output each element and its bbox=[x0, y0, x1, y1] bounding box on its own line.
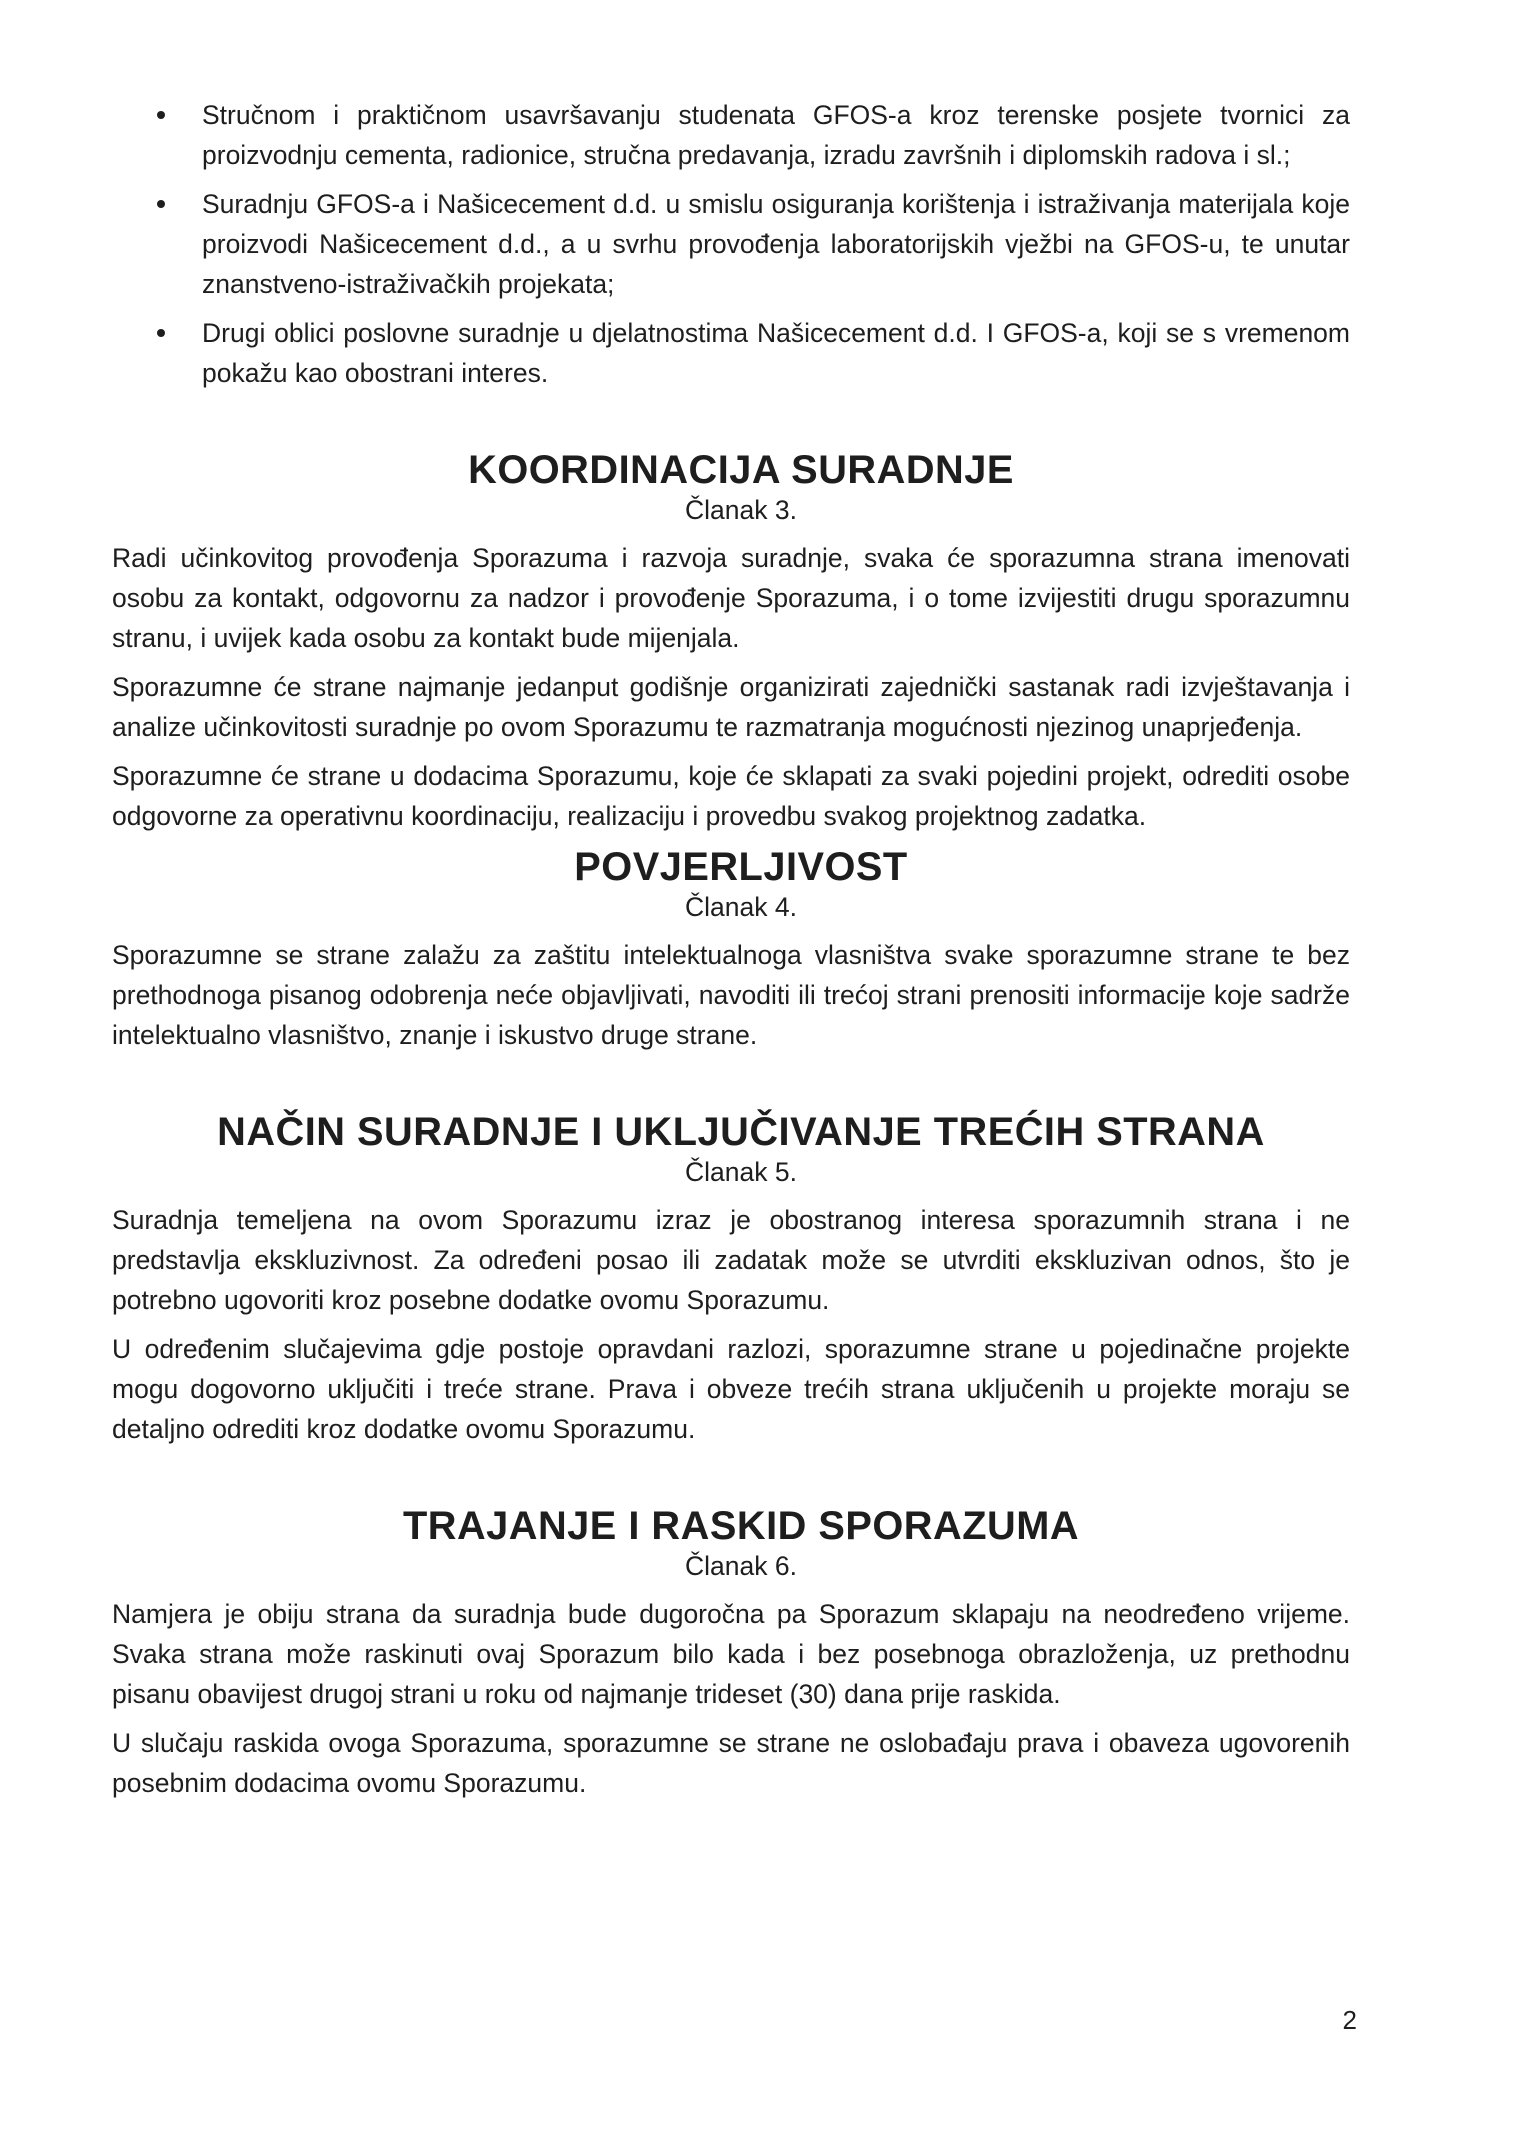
article-number: Članak 3. bbox=[685, 495, 797, 525]
section-confidentiality bbox=[112, 847, 1350, 1055]
list-item-text: Drugi oblici poslovne suradnje u djelatnostima Našicecement d.d. I GFOS-a, koji se s vremenom pokažu kao obostrani interes. bbox=[202, 318, 1350, 388]
list-item-text: Suradnju GFOS-a i Našicecement d.d. u smislu osiguranja korištenja i istraživanja materijala koje proizvodi Našicecement d.d., a u svrhu provođenja laboratorijskih vježbi na GFOS-u, te unutar znanstveno-istraživačkih projekata; bbox=[202, 189, 1350, 299]
list-item bbox=[112, 184, 1350, 304]
section-heading: TRAJANJE I RASKID SPORAZUMA bbox=[402, 1504, 1080, 1548]
article-number: Članak 5. bbox=[685, 1157, 797, 1187]
paragraph: Radi učinkovitog provođenja Sporazuma i razvoja suradnje, svaka će sporazumna strana imenovati osobu za kontakt, odgovornu za nadzor i provođenje Sporazuma, i o tome izvijestiti drugu sporazumnu stranu, i uvijek kada osobu za kontakt bude mijenjala. bbox=[112, 543, 1350, 653]
paragraph: Sporazumne će strane u dodacima Sporazumu, koje će sklapati za svaki pojedini projekt, odrediti osobe odgovorne za operativnu koordinaciju, realizaciju i provedbu svakog projektnog zadatka. bbox=[112, 761, 1350, 831]
section-third-parties bbox=[112, 1112, 1350, 1449]
paragraph: Namjera je obiju strana da suradnja bude dugoročna pa Sporazum sklapaju na neodređeno vrijeme. Svaka strana može raskinuti ovaj Sporazum bilo kada i bez posebnoga obrazloženja, uz prethodnu pisanu obavijest drugoj strani u roku od najmanje trideset (30) dana prije raskida. bbox=[112, 1599, 1350, 1709]
page-number: 2 bbox=[1342, 2005, 1357, 2035]
paragraph: Sporazumne se strane zalažu za zaštitu intelektualnoga vlasništva svake sporazumne strane te bez prethodnoga pisanog odobrenja neće objavljivati, navoditi ili trećoj strani prenositi informacije koje sadrže intelektualno vlasništvo, znanje i iskustvo druge strane. bbox=[112, 940, 1350, 1050]
paragraph: U slučaju raskida ovoga Sporazuma, sporazumne se strane ne oslobađaju prava i obaveza ugovorenih posebnim dodacima ovomu Sporazumu. bbox=[112, 1728, 1350, 1798]
paragraph: Sporazumne će strane najmanje jedanput godišnje organizirati zajednički sastanak radi izvještavanja i analize učinkovitosti suradnje po ovom Sporazumu te razmatranja mogućnosti njezinog unaprjeđenja. bbox=[112, 672, 1350, 742]
list-item bbox=[112, 313, 1350, 393]
list-item bbox=[112, 95, 1350, 175]
paragraph: Suradnja temeljena na ovom Sporazumu izraz je obostranog interesa sporazumnih strana i ne predstavlja ekskluzivnost. Za određeni posao ili zadatak može se utvrditi ekskluzivan odnos, što je potrebno ugovoriti kroz posebne dodatke ovomu Sporazumu. bbox=[112, 1205, 1350, 1315]
section-coordination bbox=[112, 450, 1350, 836]
paragraph: U određenim slučajevima gdje postoje opravdani razlozi, sporazumne strane u pojedinačne projekte mogu dogovorno uključiti i treće strane. Prava i obveze trećih strana uključenih u projekte moraju se detaljno odrediti kroz dodatke ovomu Sporazumu. bbox=[112, 1334, 1350, 1444]
article-number: Članak 4. bbox=[685, 892, 797, 922]
cooperation-list bbox=[112, 95, 1350, 393]
section-heading: NAČIN SURADNJE I UKLJUČIVANJE TREĆIH STRANA bbox=[217, 1110, 1265, 1154]
article-number: Članak 6. bbox=[685, 1551, 797, 1581]
bullet-icon bbox=[157, 200, 165, 208]
section-duration-termination bbox=[112, 1506, 1350, 1803]
list-item-text: Stručnom i praktičnom usavršavanju studenata GFOS-a kroz terenske posjete tvornici za proizvodnju cementa, radionice, stručna predavanja, izradu završnih i diplomskih radova i sl.; bbox=[202, 100, 1350, 170]
bullet-icon bbox=[157, 329, 165, 337]
section-heading: KOORDINACIJA SURADNJE bbox=[468, 448, 1014, 492]
bullet-icon bbox=[157, 111, 165, 119]
section-heading: POVJERLJIVOST bbox=[574, 845, 908, 889]
